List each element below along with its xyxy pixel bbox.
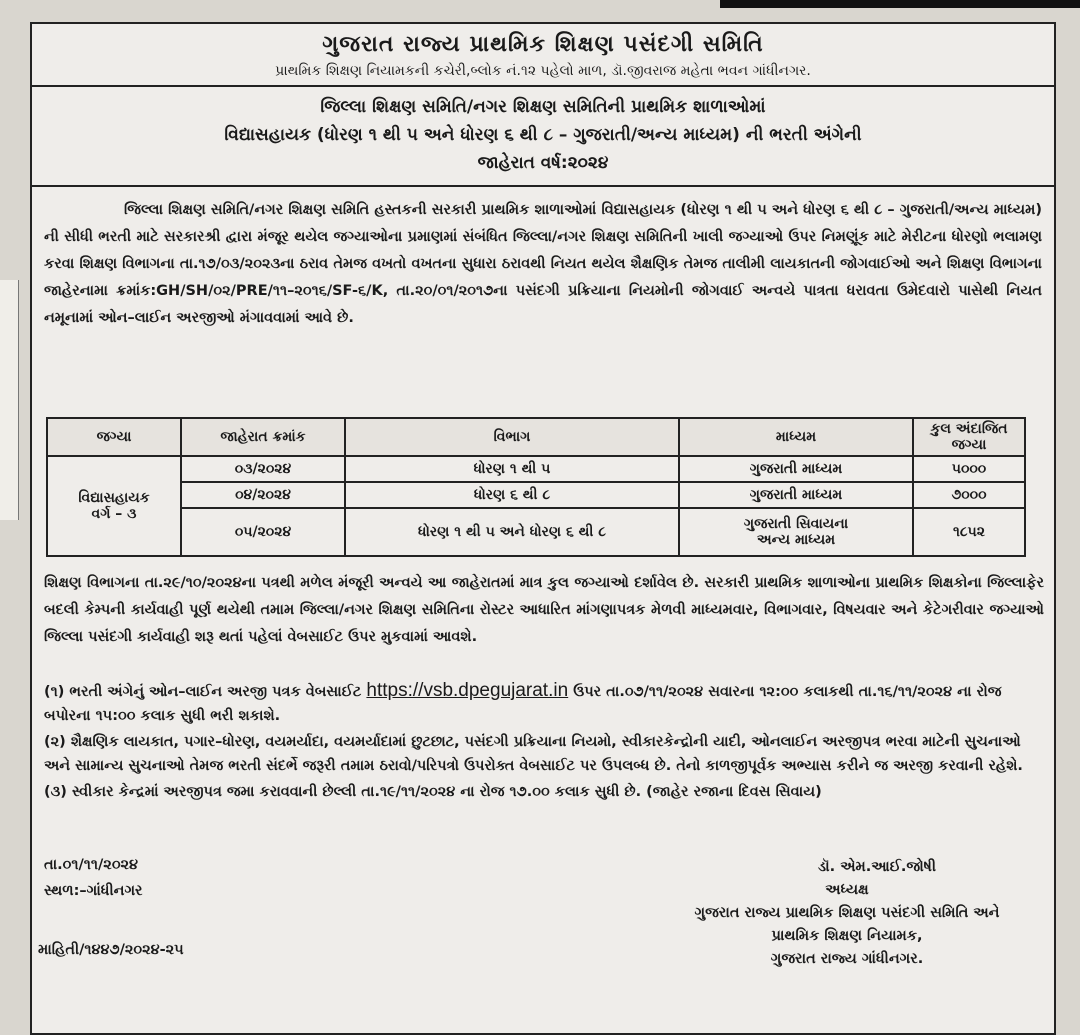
signature-block [657, 856, 1037, 971]
point-1 [44, 679, 1044, 728]
intro-text: જિલ્લા શિક્ષણ સમિતિ/નગર શિક્ષણ સમિતિ હસ્તકની સરકારી પ્રાથમિક શાળાઓમાં વિદ્યાસહાયક (ધોરણ ૧ થી ૫ અને ધોરણ ૬ થી ૮ – ગુજરાતી/અન્ય માધ્યમ) ની સીધી ભરતી માટે સરકારશ્રી દ્વારા મંજૂર થયેલ જગ્યાઓના પ્રમાણમાં સંબંધિત જિલ્લા/નગર શિક્ષણ સમિતિની ખાલી જગ્યાઓ ઉપર નિમણૂંક માટે મેરીટના ધોરણો ભલામણ કરવા શિક્ષણ વિભાગના તા.૧૭/૦૩/૨૦૨૩ના ઠરાવ તેમજ વખતો વખતના સુધારા ઠરાવથી નિયત થયેલ શૈક્ષણિક તેમજ તાલીમી લાયકાતની જોગવાઈઓ અને શિક્ષણ વિભાગના જાહેરનામા ક્રમાંક:GH/SH/૦૨/PRE/૧૧–૨૦૧૬/SF-૬/K, તા.૨૦/૦૧/૨૦૧૭ના પસંદગી પ્રક્રિયાના નિયમોની જોગવાઈ અન્વયે પાત્રતા ધરાવતા ઉમેદવારો પાસેથી નિયત નમૂનામાં ઓન–લાઈન અરજીઓ મંગાવવામાં આવે છે. [44, 202, 1043, 326]
adjacent-column-edge [0, 280, 19, 520]
medium-cell: ગુજરાતી માધ્યમ [679, 456, 913, 482]
website-link[interactable]: https://vsb.dpegujarat.in [366, 680, 569, 701]
signatory-org-3: ગુજરાત રાજ્ય ગાંધીનગર. [770, 951, 924, 967]
point-3: (૩) સ્વીકાર કેન્દ્રમાં અરજીપત્ર જમા કરાવવાની છેલ્લી તા.૧૯/૧૧/૨૦૨૪ ના રોજ ૧૭.૦૦ કલાક સુધી છે. (જાહેર રજાના દિવસ સિવાય) [44, 784, 822, 800]
section-cell: ધોરણ ૧ થી ૫ અને ધોરણ ૬ થી ૮ [345, 508, 679, 556]
col-header-section: વિભાગ [345, 418, 679, 456]
col-header-adv-no: જાહેરાત ક્રમાંક [181, 418, 345, 456]
medium-cell [679, 508, 913, 556]
info-number: માહિતી/૧૪૪૭/૨૦૨૪-૨૫ [38, 942, 184, 958]
org-title: ગુજરાત રાજ્ય પ્રાથમિક શિક્ષણ પસંદગી સમિતિ [322, 32, 764, 57]
signatory-post: અધ્યક્ષ [825, 882, 869, 898]
notice-place: સ્થળ:–ગાંધીનગર [44, 883, 143, 899]
adv-no-cell: ૦૫/૨૦૨૪ [181, 508, 345, 556]
signatory-name: ડૉ. એમ.આઈ.જોષી [817, 859, 937, 875]
signatory-org-1: ગુજરાત રાજ્ય પ્રાથમિક શિક્ષણ પસંદગી સમિતિ અને [694, 905, 1000, 921]
date-place-block [44, 852, 143, 904]
total-cell: ૫૦૦૦ [913, 456, 1025, 482]
table-row [47, 482, 1025, 508]
col-header-medium: માધ્યમ [679, 418, 913, 456]
post-class: વર્ગ – ૩ [91, 506, 137, 522]
notice-header [32, 24, 1054, 87]
adv-no-cell: ૦૪/૨૦૨૪ [181, 482, 345, 508]
point-1-text-b: ઉપર તા.૦૭/૧૧/૨૦૨૪ સવારના ૧૨:૦૦ કલાકથી તા.૧૬/૧૧/૨૦૨૪ ના રોજ બપોરના ૧૫:૦૦ કલાક સુધી ભરી શકાશે. [44, 684, 1002, 724]
adv-no-cell: ૦૩/૨૦૨૪ [181, 456, 345, 482]
subject-line-2: વિદ્યાસહાયક (ધોરણ ૧ થી ૫ અને ધોરણ ૬ થી ૮ – ગુજરાતી/અન્ય માધ્યમ) ની ભરતી અંગેની [224, 125, 862, 145]
note-paragraph: શિક્ષણ વિભાગના તા.૨૯/૧૦/૨૦૨૪ના પત્રથી મળેલ મંજૂરી અન્વયે આ જાહેરાતમાં માત્ર કુલ જગ્યાઓ દર્શાવેલ છે. સરકારી પ્રાથમિક શાળાઓના પ્રાથમિક શિક્ષકોના જિલ્લાફેર બદલી કેમ્પની કાર્યવાહી પૂર્ણ થયેથી તમામ જિલ્લા/નગર શિક્ષણ સમિતિના રોસ્ટર આધારિત માંગણાપત્રક મેળવી માધ્યમવાર, વિભાગવાર, વિષયવાર અને કેટેગરીવાર જગ્યાઓ જિલ્લા પસંદગી કાર્યવાહી શરૂ થતાં પહેલાં વેબસાઈટ ઉપર મુકવામાં આવશે. [44, 575, 1044, 645]
table-row [47, 456, 1025, 482]
table-header-row [47, 418, 1025, 456]
subject-line-3: જાહેરાત વર્ષ:૨૦૨૪ [477, 153, 609, 173]
table-row [47, 508, 1025, 556]
point-2: (૨) શૈક્ષણિક લાયકાત, પગાર–ધોરણ, વયમર્યાદા, વયમર્યાદામાં છુટછાટ, પસંદગી પ્રક્રિયાના નિયમો, સ્વીકારકેન્દ્રોની યાદી, ઓનલાઈન અરજીપત્ર ભરવા માટેની સુચનાઓ અને સામાન્ય સુચનાઓ તેમજ ભરતી સંદર્ભે જરૂરી તમામ ઠરાવો/પરિપત્રો ઉપરોક્ત વેબસાઈટ પર ઉપલબ્ધ છે. તેનો કાળજીપૂર્વક અભ્યાસ કરીને જ અરજી કરવાની રહેશે. [44, 734, 1023, 774]
instruction-points [44, 679, 1044, 806]
notice-date: તા.૦૧/૧૧/૨૦૨૪ [44, 857, 139, 873]
notice-subject [32, 87, 1054, 187]
org-address: પ્રાથમિક શિક્ષણ નિયામકની કચેરી,બ્લોક નં.૧૨ પહેલો માળ, ડૉ.જીવરાજ મહેતા ભવન ગાંધીનગર. [275, 63, 811, 79]
subject-line-1: જિલ્લા શિક્ષણ સમિતિ/નગર શિક્ષણ સમિતિની પ્રાથમિક શાળાઓમાં [320, 97, 766, 117]
post-cell [47, 456, 181, 556]
vacancy-table [46, 417, 1026, 557]
medium-line-2: અન્ય માધ્યમ [756, 532, 836, 548]
section-cell: ધોરણ ૬ થી ૮ [345, 482, 679, 508]
signatory-org-2: પ્રાથમિક શિક્ષણ નિયામક, [771, 928, 923, 944]
col-header-total: કુલ અંદાજિત જગ્યા [913, 418, 1025, 456]
recruitment-notice [30, 22, 1056, 1035]
point-1-text-a: (૧) ભરતી અંગેનું ઓન–લાઈન અરજી પત્રક વેબસાઈટ [44, 684, 362, 700]
post-name: વિદ્યાસહાયક [78, 490, 150, 506]
col-header-post: જગ્યા [47, 418, 181, 456]
total-cell: ૭૦૦૦ [913, 482, 1025, 508]
section-cell: ધોરણ ૧ થી ૫ [345, 456, 679, 482]
intro-paragraph [32, 187, 1054, 332]
total-cell: ૧૮૫૨ [913, 508, 1025, 556]
medium-line-1: ગુજરાતી સિવાયના [743, 516, 849, 532]
medium-cell: ગુજરાતી માધ્યમ [679, 482, 913, 508]
adjacent-ad-edge [720, 0, 1080, 8]
